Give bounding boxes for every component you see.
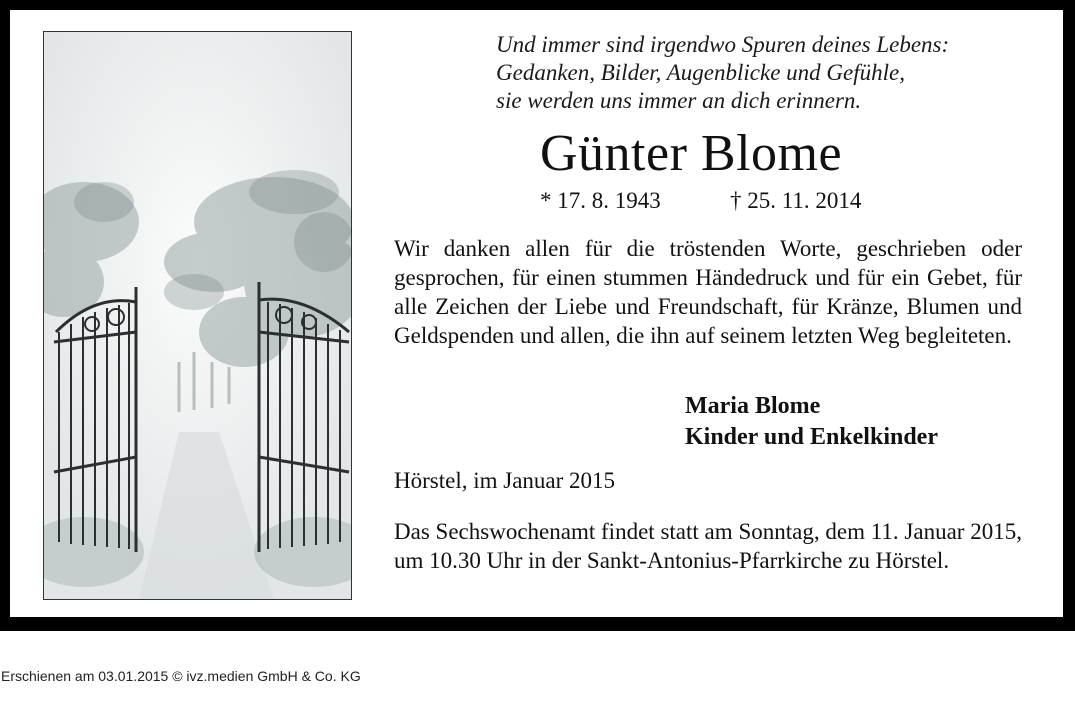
poem-line: sie werden uns immer an dich erinnern. [496,88,862,113]
signers-block [685,391,938,453]
deceased-name: Günter Blome [540,125,843,182]
thanks-paragraph: Wir danken allen für die tröstenden Worte, geschrieben oder gesprochen, für einen stummen Händedruck und für ein Gebet, für alle Zeichen der Liebe und Freundschaft, für Kränze, Blumen und Geldspenden und allen, die ihn auf seinem letzten Weg begleiteten. [394,236,1022,348]
gate-photo [43,31,352,600]
service-paragraph: Das Sechswochenamt findet statt am Sonntag, dem 11. Januar 2015, um 10.30 Uhr in der Sankt-Antonius-Pfarrkirche zu Hörstel. [394,519,1022,573]
birth-date: * 17. 8. 1943 [540,188,661,213]
notice-card [10,10,1063,617]
poem-line: Gedanken, Bilder, Augenblicke und Gefühle, [496,60,905,85]
publication-credit: Erschienen am 03.01.2015 © ivz.medien GmbH & Co. KG [1,668,361,684]
signer-name: Maria Blome [685,393,821,419]
place-date: Hörstel, im Januar 2015 [394,468,616,493]
death-date: † 25. 11. 2014 [730,188,862,213]
signer-name: Kinder und Enkelkinder [685,424,938,450]
poem-line: Und immer sind irgendwo Spuren deines Lebens: [496,32,950,57]
garden-gate-image [44,32,351,599]
memorial-poem [496,31,949,115]
